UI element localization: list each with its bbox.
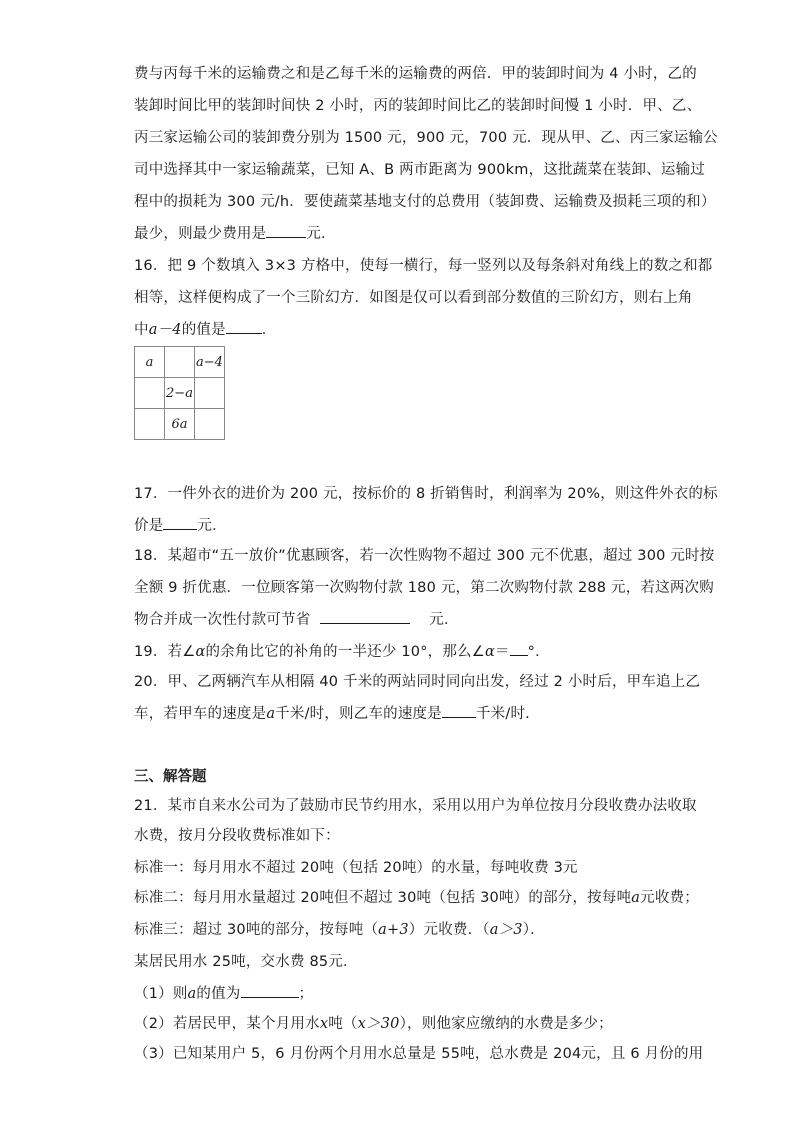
q16-text: 中 [134, 322, 149, 338]
q15-line-6-text: 最少，则最少费用是 [134, 226, 267, 242]
answer-blank [320, 608, 410, 624]
answer-blank [163, 514, 197, 530]
q21-text: 吨（ [328, 1016, 358, 1032]
q17-text: 价是 [134, 518, 164, 534]
q15-line-2: 装卸时间比甲的装卸时间快 2 小时，丙的装卸时间比乙的装卸时间慢 1 小时．甲、乙、 [134, 98, 702, 114]
section-heading: 三、解答题 [134, 769, 207, 785]
q16-line-3 [134, 318, 277, 340]
q21-line-1: 21．某市自来水公司为了鼓励市民节约用水，采用以用户为单位按月分段收费办法收取 [134, 798, 697, 814]
grid-cell [135, 378, 165, 409]
q21-line-4 [134, 888, 699, 908]
q21-line-3: 标准一：每月用水不超过 20吨（包括 20吨）的水量，每吨收费 3元 [134, 860, 578, 876]
q19-text: °． [527, 644, 550, 660]
q21-text: （2）若居民甲，某个月用水 [134, 1016, 320, 1032]
grid-row [135, 409, 225, 440]
q21-text: 元收费； [640, 890, 699, 906]
q18-text: 物合并成一次性付款可节省 [134, 612, 311, 628]
grid-cell: 6a [165, 409, 195, 440]
grid-cell: a−4 [195, 347, 225, 378]
q16-line-2: 相等，这样便构成了一个三阶幻方．如图是仅可以看到部分数值的三阶幻方，则右上角 [134, 290, 693, 306]
q17-line-2 [134, 514, 227, 536]
grid-row [135, 378, 225, 409]
q21-text: ）． [522, 922, 545, 938]
q21-text: ）元收费．（ [408, 922, 490, 938]
q20-variable: a [266, 706, 276, 722]
q21-line-6: 某居民用水 25吨，交水费 85元． [134, 954, 358, 970]
q15-line-3: 丙三家运输公司的装卸费分别为 1500 元，900 元，700 元．现从甲、乙、丙三家运输公 [134, 130, 718, 146]
q18-line-1: 18．某超市“五一放价”优惠顾客，若一次性购物不超过 300 元不优惠，超过 300 元时按 [134, 548, 715, 564]
q21-text: ），则他家应缴纳的水费是多少； [399, 1016, 613, 1032]
grid-cell: a [135, 347, 165, 378]
q19-text: 的余角比它的补角的一半还少 10°，那么∠ [205, 644, 485, 660]
q21-condition: x＞30 [357, 1016, 400, 1032]
q19-text: 19．若∠ [134, 644, 196, 660]
q21-text: ； [298, 986, 314, 1002]
magic-square-grid [134, 346, 225, 440]
q21-text: （1）则 [134, 986, 188, 1002]
q17-line-1: 17．一件外衣的进价为 200 元，按标价的 8 折销售时，利润率为 20%，则这件外衣的标 [134, 486, 718, 502]
q17-text: 元． [197, 518, 227, 534]
q16-text: 的值是 [181, 322, 226, 338]
q21-variable: x [319, 1016, 329, 1032]
answer-blank [266, 222, 306, 238]
q21-expression: a+3 [378, 922, 409, 938]
q16-text: ． [261, 322, 277, 338]
q21-text: 标准三：超过 30吨的部分，按每吨（ [134, 922, 379, 938]
q20-text: 千米/时. [475, 706, 530, 722]
q15-line-6-unit: 元． [306, 226, 336, 242]
q21-sub-2 [134, 1014, 613, 1034]
grid-cell [195, 378, 225, 409]
q20-line-2 [134, 702, 530, 724]
q21-condition: a＞3 [489, 922, 523, 938]
q21-variable: a [187, 986, 197, 1002]
q18-text: 元． [429, 612, 459, 628]
q15-line-5: 程中的损耗为 300 元/h．要使蔬菜基地支付的总费用（装卸费、运输费及损耗三项的和） [134, 194, 716, 210]
q18-line-2: 全额 9 折优惠．一位顾客第一次购物付款 180 元，第二次购物付款 288 元，若这两次购 [134, 580, 714, 596]
q21-text: 标准二：每月用水量超过 20吨但不超过 30吨（包括 30吨）的部分，按每吨 [134, 890, 632, 906]
q21-line-2: 水费，按月分段收费标准如下： [134, 828, 340, 844]
answer-blank [241, 982, 299, 998]
q21-line-5 [134, 920, 545, 940]
grid-row [135, 347, 225, 378]
q16-expression: a－4 [148, 322, 182, 338]
q21-sub-3: （3）已知某用户 5，6 月份两个月用水总量是 55吨，总水费是 204元，且 6 月份的用 [134, 1046, 704, 1062]
q21-text: 的值为 [196, 986, 241, 1002]
answer-blank [510, 640, 528, 656]
q20-text: 千米/时，则乙车的速度是 [275, 706, 442, 722]
q21-sub-1 [134, 982, 313, 1004]
q15-line-1: 费与丙每千米的运输费之和是乙每千米的运输费的两倍．甲的装卸时间为 4 小时，乙的 [134, 66, 697, 82]
q19-variable: α [195, 644, 206, 660]
grid-cell [135, 409, 165, 440]
answer-blank [226, 318, 262, 334]
grid-cell [165, 347, 195, 378]
answer-blank [442, 702, 476, 718]
q19-variable: α [484, 644, 495, 660]
q19-line [134, 640, 550, 662]
q18-line-3 [134, 608, 459, 630]
q16-line-1: 16．把 9 个数填入 3×3 方格中，使每一横行，每一竖列以及每条斜对角线上的数之和都 [134, 258, 713, 274]
q20-line-1: 20．甲、乙两辆汽车从相隔 40 千米的两站同时同向出发，经过 2 小时后，甲车追上乙 [134, 674, 701, 690]
q19-text: ＝ [494, 644, 510, 660]
q15-line-4: 司中选择其中一家运输蔬菜，已知 A、B 两市距离为 900km，这批蔬菜在装卸、运输过 [134, 162, 705, 178]
grid-cell: 2−a [165, 378, 195, 409]
q15-line-6 [134, 222, 336, 244]
q21-variable: a [631, 890, 641, 906]
q20-text: 车，若甲车的速度是 [134, 706, 267, 722]
grid-cell [195, 409, 225, 440]
